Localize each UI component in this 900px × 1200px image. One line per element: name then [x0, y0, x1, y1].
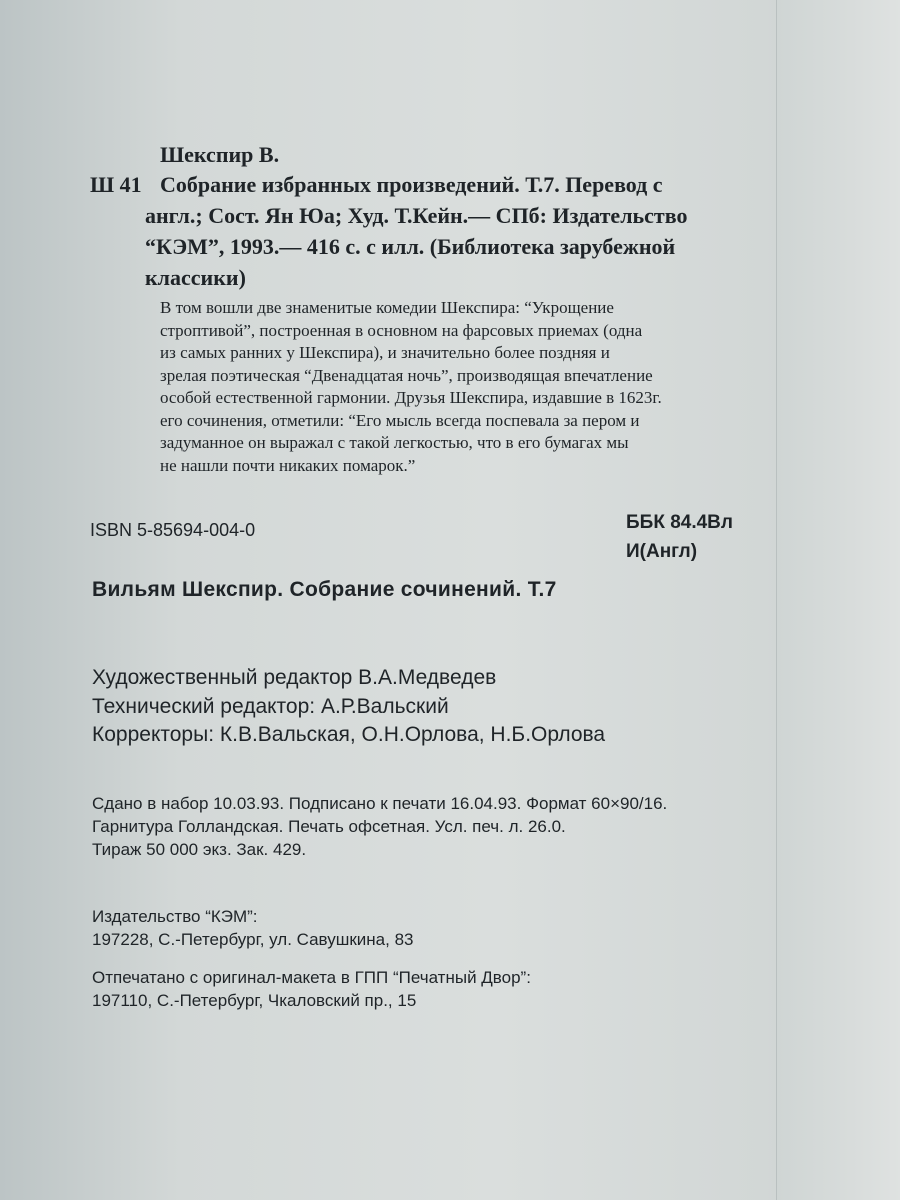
series-title: Вильям Шекспир. Собрание сочинений. Т.7 [92, 578, 557, 601]
annotation-line: строптивой”, построенная в основном на фарсовых приемах (одна [160, 320, 643, 340]
catalog-line: Собрание избранных произведений. Т.7. Перевод с [160, 172, 663, 197]
print-info-line: Сдано в набор 10.03.93. Подписано к печати 16.04.93. Формат 60×90/16. [92, 794, 668, 813]
publisher-name: Издательство “КЭМ”: [92, 907, 258, 926]
print-info-line: Тираж 50 000 экз. Зак. 429. [92, 840, 307, 859]
catalog-line: классики) [145, 265, 246, 290]
tech-editor: Технический редактор: А.Р.Вальский [92, 694, 449, 718]
next-page-edge [776, 0, 900, 1200]
annotation-line: из самых ранних у Шекспира), и значительно более поздняя и [160, 343, 610, 362]
annotation-line: зрелая поэтическая “Двенадцатая ночь”, производящая впечатление [160, 365, 653, 385]
catalog-author: Шекспир В. [160, 142, 280, 167]
art-editor: Художественный редактор В.А.Медведев [92, 666, 497, 689]
bbk-code: ББК 84.4Вл [626, 512, 733, 533]
annotation-line: его сочинения, отметили: “Его мысль всегда поспевала за пером и [160, 410, 640, 430]
annotation-line: задуманное он выражал с такой легкостью, что в его бумагах мы [160, 433, 629, 452]
annotation-line: В том вошли две знаменитые комедии Шекспира: “Укрощение [160, 298, 614, 317]
printer-name: Отпечатано с оригинал-макета в ГПП “Печатный Двор”: [92, 968, 531, 987]
catalog-line: англ.; Сост. Ян Юа; Худ. Т.Кейн.— СПб: Издательство [145, 203, 688, 228]
print-info-line: Гарнитура Голландская. Печать офсетная. Усл. печ. л. 26.0. [92, 817, 566, 836]
isbn: ISBN 5-85694-004-0 [90, 520, 256, 540]
publisher-address-line: 197228, С.-Петербург, ул. Савушкина, 83 [92, 930, 414, 949]
classification-code: И(Англ) [626, 541, 698, 562]
printer-address-line: 197110, С.-Петербург, Чкаловский пр., 15 [92, 991, 417, 1010]
shelf-mark: Ш 41 [90, 172, 142, 197]
annotation-line: особой естественной гармонии. Друзья Шекспира, издавшие в 1623г. [160, 388, 662, 407]
proofreaders: Корректоры: К.В.Вальская, О.Н.Орлова, Н.Б.Орлова [92, 723, 606, 746]
annotation-line: не нашли почти никаких помарок.” [160, 455, 416, 475]
catalog-line: “КЭМ”, 1993.— 416 с. с илл. (Библиотека зарубежной [145, 234, 676, 259]
